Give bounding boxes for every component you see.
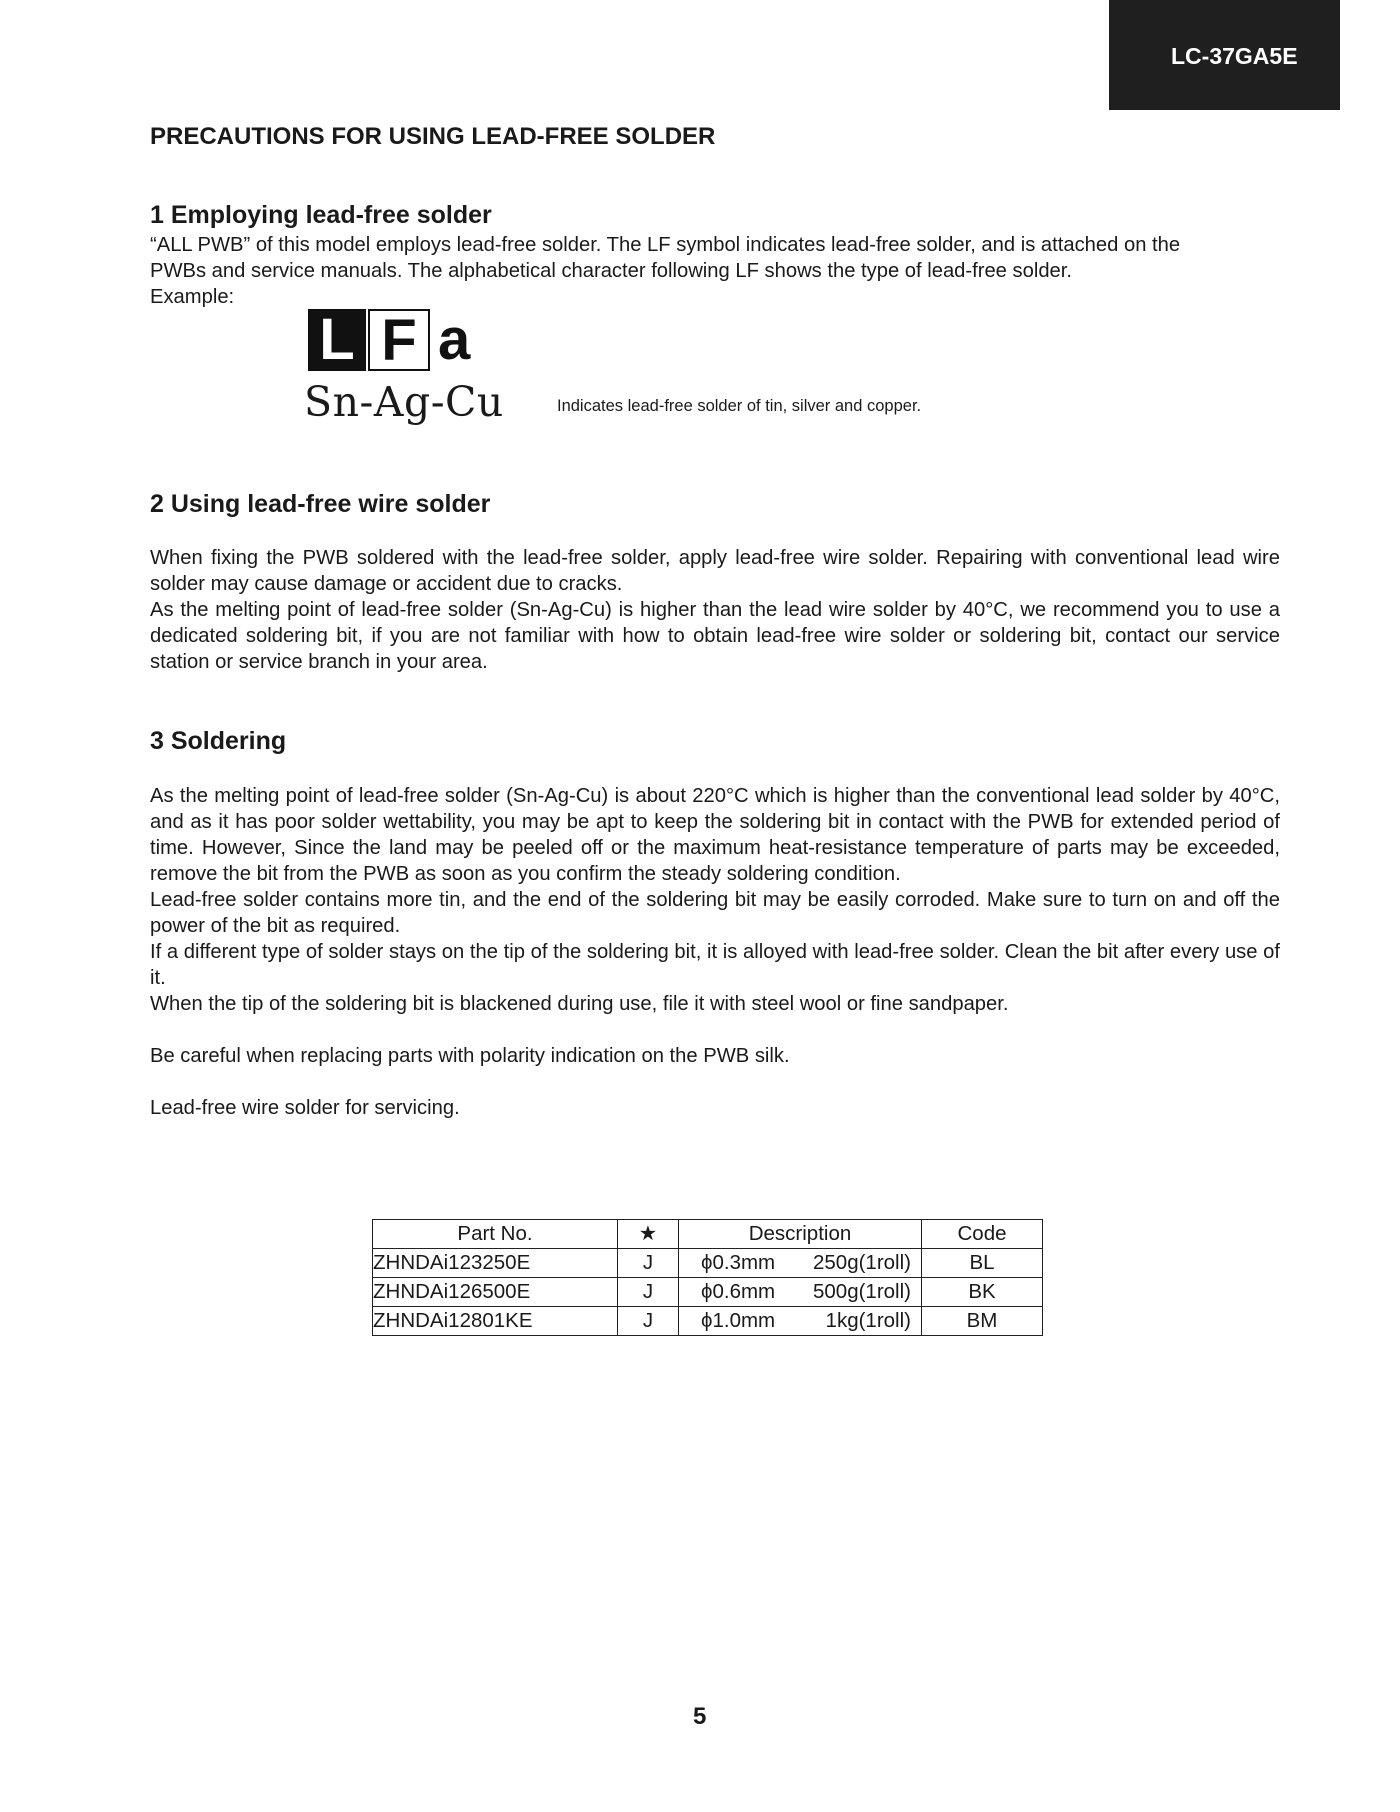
section3-para2: Lead-free solder contains more tin, and the end of the soldering bit may be easily corroded. Make sure to turn on and off the power of the bit as required. <box>150 889 1280 937</box>
part-no-cell: ZHNDAi126500E <box>373 1278 618 1307</box>
part-no-cell: ZHNDAi123250E <box>373 1249 618 1278</box>
lf-logo-suffix: a <box>438 307 471 372</box>
diameter: ϕ0.6mm <box>701 1280 776 1303</box>
description-cell <box>679 1307 922 1336</box>
model-label: LC-37GA5E <box>1171 43 1298 69</box>
lf-logo-f: F <box>368 309 430 371</box>
section3-para5: Be careful when replacing parts with polarity indication on the PWB silk. <box>150 1045 790 1067</box>
weight: 1kg(1roll) <box>825 1309 911 1332</box>
star-cell: J <box>618 1278 679 1307</box>
weight: 250g(1roll) <box>813 1251 911 1274</box>
code-cell: BL <box>922 1249 1043 1278</box>
header-description: Description <box>679 1220 922 1249</box>
section3-para6: Lead-free wire solder for servicing. <box>150 1097 460 1119</box>
star-cell: J <box>618 1307 679 1336</box>
model-tab <box>1109 0 1340 110</box>
weight: 500g(1roll) <box>813 1280 911 1303</box>
section2-para2: As the melting point of lead-free solder (Sn-Ag-Cu) is higher than the lead wire solder by 40°C, we recommend you to use a dedicated soldering bit, if you are not familiar with how to obtain lead-free wire solder or soldering bit, contact our service station or service branch in your area. <box>150 599 1280 673</box>
section3-para1: As the melting point of lead-free solder (Sn-Ag-Cu) is about 220°C which is higher than the conventional lead solder by 40°C, and as it has poor solder wettability, you may be apt to keep the soldering bit in contact with the PWB for extended period of time. However, Since the land may be peeled off or the maximum heat-resistance temperature of parts may be exceeded, remove the bit from the PWB as soon as you confirm the steady soldering condition. <box>150 785 1280 885</box>
section3-heading: 3 Soldering <box>150 727 287 755</box>
star-cell: J <box>618 1249 679 1278</box>
part-no-cell: ZHNDAi12801KE <box>373 1307 618 1336</box>
header-code: Code <box>922 1220 1043 1249</box>
section3-para4: When the tip of the soldering bit is blackened during use, file it with steel wool or fine sandpaper. <box>150 993 1009 1015</box>
table-row <box>373 1278 1043 1307</box>
description-cell <box>679 1278 922 1307</box>
section1-line2: PWBs and service manuals. The alphabetical character following LF shows the type of lead-free solder. <box>150 260 1073 282</box>
section3-para3: If a different type of solder stays on the tip of the soldering bit, it is alloyed with lead-free solder. Clean the bit after every use of it. <box>150 941 1280 989</box>
lf-logo-l: L <box>308 309 366 371</box>
example-label: Example: <box>150 286 235 308</box>
code-cell: BK <box>922 1278 1043 1307</box>
section2-para1: When fixing the PWB soldered with the lead-free solder, apply lead-free wire solder. Repairing with conventional lead wire solder may cause damage or accident due to cracks. <box>150 547 1280 595</box>
solder-parts-table <box>372 1219 1043 1336</box>
section2-heading: 2 Using lead-free wire solder <box>150 490 491 518</box>
diameter: ϕ0.3mm <box>701 1251 776 1274</box>
header-star: ★ <box>618 1220 679 1249</box>
alloy-note: Indicates lead-free solder of tin, silver and copper. <box>557 397 922 415</box>
page-number: 5 <box>693 1703 707 1730</box>
diameter: ϕ1.0mm <box>701 1309 776 1332</box>
table-header-row <box>373 1220 1043 1249</box>
table-row <box>373 1249 1043 1278</box>
section1-line1: “ALL PWB” of this model employs lead-free solder. The LF symbol indicates lead-free solder, and is attached on the <box>150 234 1181 256</box>
page-title: PRECAUTIONS FOR USING LEAD-FREE SOLDER <box>150 123 716 150</box>
description-cell <box>679 1249 922 1278</box>
code-cell: BM <box>922 1307 1043 1336</box>
header-part-no: Part No. <box>373 1220 618 1249</box>
table-row <box>373 1307 1043 1336</box>
section1-heading: 1 Employing lead-free solder <box>150 201 492 229</box>
lf-logo <box>308 306 471 373</box>
alloy-composition: Sn-Ag-Cu <box>304 378 504 426</box>
